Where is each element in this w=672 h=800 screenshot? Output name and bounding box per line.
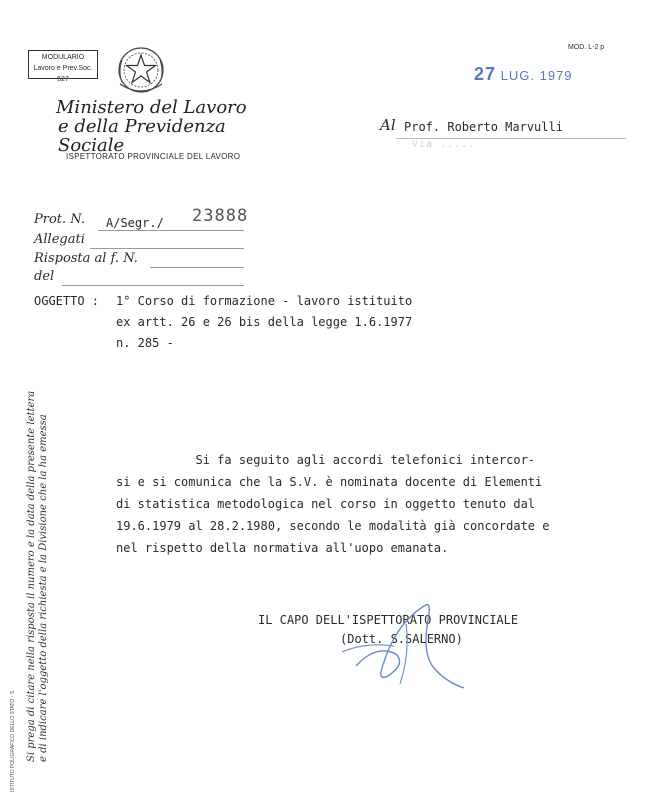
- model-code: MOD. L-2 p: [568, 44, 605, 51]
- body-line-1: Si fa seguito agli accordi telefonici intercor-: [116, 453, 536, 467]
- inspectorate-label: ISPETTORATO PROVINCIALE DEL LAVORO: [66, 152, 241, 161]
- stamp-month-year: LUG. 1979: [500, 68, 573, 83]
- prot-number: 23888: [192, 206, 249, 226]
- recipient-address-faint: Via .....: [412, 139, 476, 150]
- del-underline: [62, 285, 244, 286]
- body-line-5: nel rispetto della normativa all'uopo emanata.: [116, 541, 449, 555]
- handwritten-signature-icon: [336, 584, 486, 694]
- margin-note-2: e di indicare l'oggetto della richiesta e la Divisione che la ha emessa: [38, 414, 49, 762]
- prot-label: Prot. N.: [34, 212, 85, 227]
- ministry-line1: Ministero del Lavoro: [56, 97, 247, 118]
- date-stamp: [474, 64, 573, 85]
- subject-label: OGGETTO :: [34, 294, 100, 308]
- allegati-label: Allegati: [34, 232, 85, 247]
- body-line-4: 19.6.1979 al 28.2.1980, secondo le modalità già concordate e: [116, 519, 550, 533]
- ministry-line2: e della Previdenza Sociale: [58, 116, 226, 156]
- subject-line-2: ex artt. 26 e 26 bis della legge 1.6.1977: [116, 315, 413, 329]
- risposta-label: Risposta al f. N.: [34, 251, 138, 266]
- body-line-3: di statistica metodologica nel corso in oggetto tenuto dal: [116, 497, 536, 511]
- body-line-2: si e si comunica che la S.V. è nominata docente di Elementi: [116, 475, 543, 489]
- prot-underline: [98, 230, 244, 231]
- republic-emblem-icon: [112, 40, 170, 98]
- printer-credit: ISTITUTO POLIGRAFICO DELLO STATO - S.: [10, 689, 16, 792]
- ministry-name: [56, 98, 266, 155]
- stamp-day: 27: [474, 64, 497, 84]
- recipient-name: Prof. Roberto Marvulli: [404, 120, 563, 134]
- modulario-line2: Lavoro e Prev.Soc. 527: [33, 65, 93, 83]
- subject-line-1: 1° Corso di formazione - lavoro istituito: [116, 294, 413, 308]
- signature-title: IL CAPO DELL'ISPETTORATO PROVINCIALE: [258, 613, 519, 627]
- allegati-underline: [90, 248, 244, 249]
- risposta-underline: [150, 267, 244, 268]
- recipient-prefix: Al: [380, 116, 396, 134]
- subject-line-3: n. 285 -: [116, 336, 174, 350]
- prot-prefix: A/Segr./: [106, 216, 164, 230]
- margin-note-1: Si prega di citare nella risposta il numero e la data della presente lettera: [26, 390, 37, 762]
- del-label: del: [34, 269, 55, 284]
- modulario-line1: MODULARIO: [41, 54, 85, 61]
- modulario-box: [28, 50, 98, 83]
- signature-name: (Dott. S.SALERNO): [340, 632, 463, 646]
